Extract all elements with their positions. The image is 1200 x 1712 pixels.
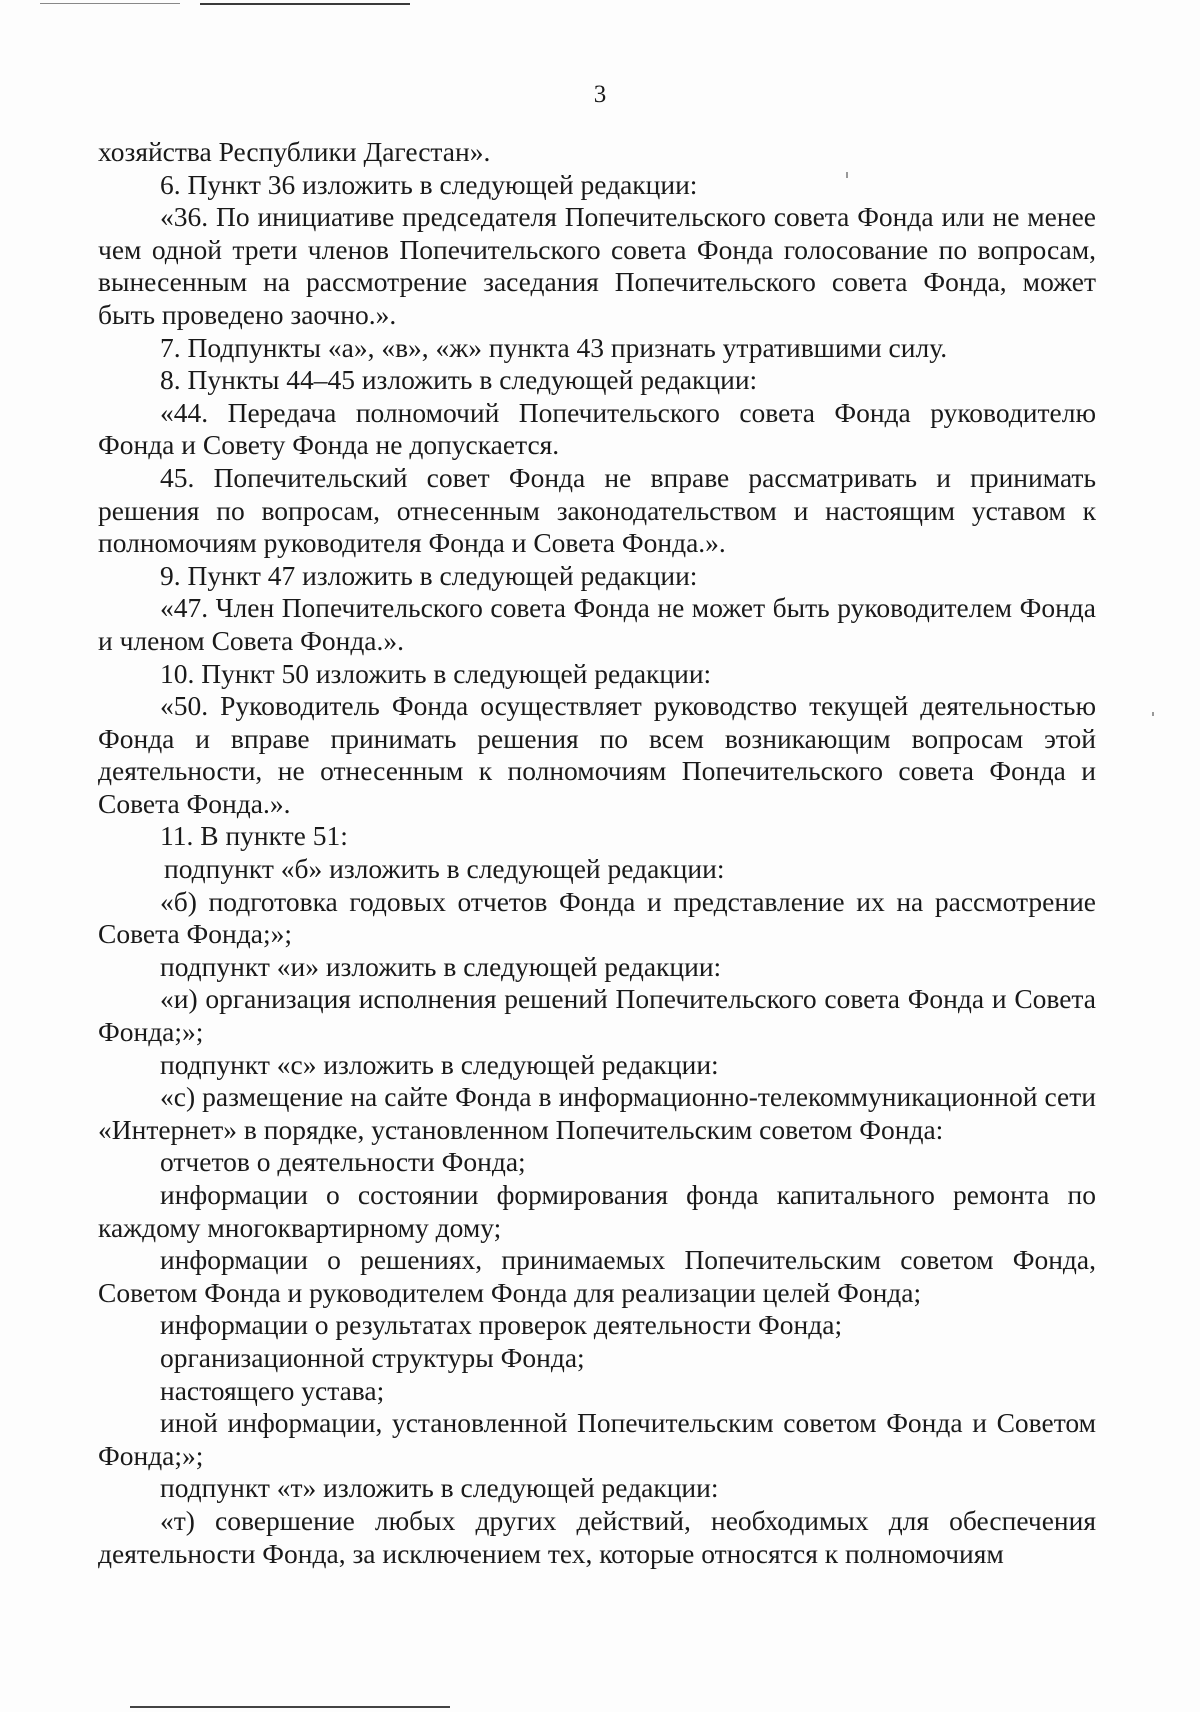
paragraph: «44. Передача полномочий Попечительского совета Фонда руководителю Фонда и Совету Фонда не допускается. [98,396,1096,461]
document-text [98,136,1096,1570]
paragraph: 7. Подпункты «а», «в», «ж» пункта 43 признать утратившими силу. [160,331,948,363]
paragraph: «б) подготовка годовых отчетов Фонда и представление их на рассмотрение Совета Фонда;»; [98,885,1096,950]
paragraph: 9. Пункт 47 изложить в следующей редакции: [160,559,698,591]
scan-artifact-top [200,3,410,5]
paragraph: информации о состоянии формирования фонда капитального ремонта по каждому многоквартирному дому; [98,1179,1096,1243]
paragraph: 45. Попечительский совет Фонда не вправе рассматривать и принимать решения по вопросам, отнесенным законодательством и настоящим уставом к полномочиям руководителя Фонда и Совета Фонда.». [98,461,1096,559]
paragraph: «50. Руководитель Фонда осуществляет руководство текущей деятельностью Фонда и вправе принимать решения по всем возникающим вопросам этой деятельности, не отнесенным к полномочиям Попечительского совета Фонда и Совета Фонда.». [98,690,1096,819]
paragraph: отчетов о деятельности Фонда; [160,1146,526,1178]
paragraph: «36. По инициативе председателя Попечительского совета Фонда или не менее чем одной трети членов Попечительского совета Фонда голосование по вопросам, вынесенным на рассмотрение заседания Попечительского совета Фонда, может быть проведено заочно.». [98,201,1096,330]
page-number: 3 [593,81,607,108]
scan-artifact-bottom [130,1706,450,1708]
paragraph: «47. Член Попечительского совета Фонда не может быть руководителем Фонда и членом Совета Фонда.». [98,592,1096,656]
paragraph: 8. Пункты 44–45 изложить в следующей редакции: [160,364,758,396]
paragraph: настоящего устава; [160,1374,385,1406]
paragraph: информации о результатах проверок деятельности Фонда; [160,1309,843,1341]
paragraph: хозяйства Республики Дагестан». [98,136,491,167]
paragraph: 11. В пункте 51: [160,820,348,852]
paragraph: подпункт «и» изложить в следующей редакции: [160,950,722,982]
paragraph: иной информации, установленной Попечительским советом Фонда и Советом Фонда;»; [98,1407,1096,1471]
paragraph: подпункт «б» изложить в следующей редакции: [164,853,725,885]
paragraph: 6. Пункт 36 изложить в следующей редакции: [160,168,698,200]
paragraph: 10. Пункт 50 изложить в следующей редакции: [160,657,712,689]
scan-speck [1152,712,1154,716]
paragraph: организационной структуры Фонда; [160,1341,585,1373]
scan-artifact-top-left [40,3,180,4]
paragraph: «и) организация исполнения решений Попечительского совета Фонда и Совета Фонда;»; [98,983,1096,1048]
paragraph: информации о решениях, принимаемых Попечительским советом Фонда, Советом Фонда и руководителем Фонда для реализации целей Фонда; [98,1244,1096,1308]
paragraph: «т) совершение любых других действий, необходимых для обеспечения деятельности Фонда, за исключением тех, которые относятся к полномочиям [98,1504,1096,1569]
paragraph: подпункт «т» изложить в следующей редакции: [160,1472,719,1504]
paragraph: подпункт «с» изложить в следующей редакции: [160,1048,719,1080]
paragraph: «с) размещение на сайте Фонда в информационно-телекоммуникационной сети «Интернет» в порядке, установленном Попечительским советом Фонда: [98,1081,1096,1145]
